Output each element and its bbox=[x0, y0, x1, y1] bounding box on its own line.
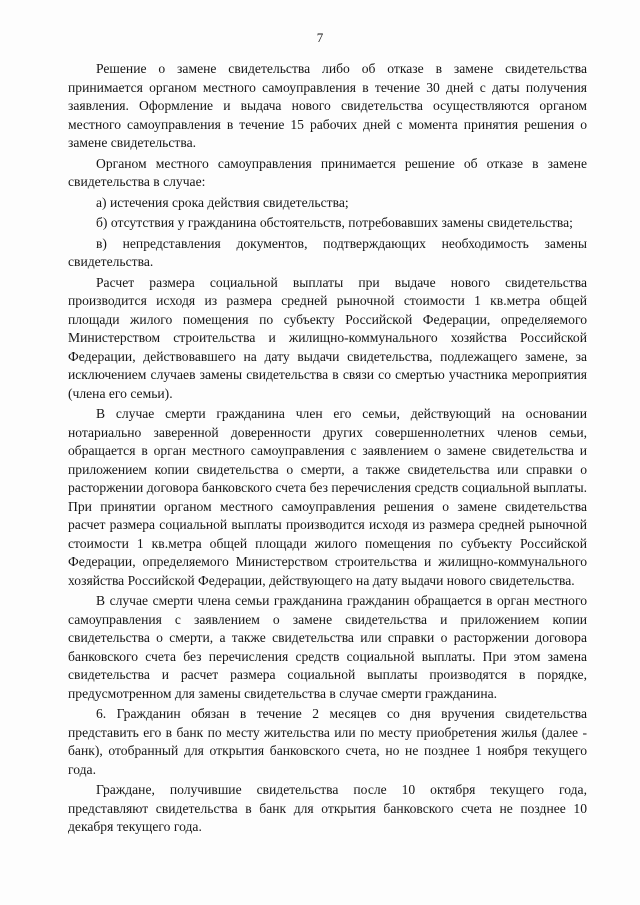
paragraph-bank-submission-deadline: 6. Гражданин обязан в течение 2 месяцев со дня вручения свидетельства представить его в банк по месту жительства или по месту приобретения жилья (далее - банк), отобранный для открытия банковского счета, но не позднее 1 ноября текущего года. bbox=[68, 706, 587, 777]
paragraph-refusal-reason-b: б) отсутствия у гражданина обстоятельств, потребовавших замены свидетельства; bbox=[96, 215, 573, 230]
paragraph-refusal-reason-c: в) непредставления документов, подтверждающих необходимость замены свидетельства. bbox=[68, 235, 587, 269]
paragraph-late-certificate-deadline: Граждане, получившие свидетельства после 10 октября текущего года, представляют свидетельства в банк для открытия банковского счета не позднее 10 декабря текущего года. bbox=[68, 782, 587, 834]
paragraph-refusal-decision: Органом местного самоуправления принимается решение об отказе в замене свидетельства в случае: bbox=[68, 155, 587, 189]
paragraph-payment-calculation: Расчет размера социальной выплаты при выдаче нового свидетельства производится исходя из размера средней рыночной стоимости 1 кв.метра общей площади жилого помещения по субъекту Российской Федерации, определяемого Министерством строительства и жилищно-коммунального хозяйства Российской Федерации, действовавшего на дату выдачи свидетельства, подлежащего замене, за исключением случаев замены свидетельства в связи со смертью участника мероприятия (члена его семьи). bbox=[68, 274, 587, 401]
paragraph-death-of-family-member: В случае смерти члена семьи гражданина гражданин обращается в орган местного самоуправления с заявлением о замене свидетельства и приложением копии свидетельства о смерти, а также свидетельства или справки о расторжении договора банковского счета без перечисления средств социальной выплаты. При этом замена свидетельства и расчет размера социальной выплаты производятся в порядке, предусмотренном для замены свидетельства в случае смерти гражданина. bbox=[68, 593, 587, 701]
document-body bbox=[68, 60, 587, 839]
paragraph-death-of-citizen: В случае смерти гражданина член его семьи, действующий на основании нотариально заверенной доверенности других совершеннолетних членов семьи, обращается в орган местного самоуправления с заявлением о замене свидетельства и приложением копии свидетельства о смерти, а также свидетельства или справки о расторжении договора банковского счета без перечисления средств социальной выплаты. При принятии органом местного самоуправления решения о замене свидетельства расчет размера социальной выплаты производится исходя из размера средней рыночной стоимости 1 кв.метра общей площади жилого помещения по субъекту Российской Федерации, определяемого Министерством строительства и жилищно-коммунального хозяйства Российской Федерации, действующего на дату выдачи нового свидетельства. bbox=[68, 406, 587, 588]
paragraph-replacement-decision: Решение о замене свидетельства либо об отказе в замене свидетельства принимается органом местного самоуправления в течение 30 дней с даты получения заявления. Оформление и выдача нового свидетельства осуществляются органом местного самоуправления в течение 15 рабочих дней с момента принятия решения о замене свидетельства. bbox=[68, 61, 587, 150]
page-number: 7 bbox=[316, 30, 324, 45]
paragraph-refusal-reason-a: а) истечения срока действия свидетельства; bbox=[96, 194, 349, 210]
